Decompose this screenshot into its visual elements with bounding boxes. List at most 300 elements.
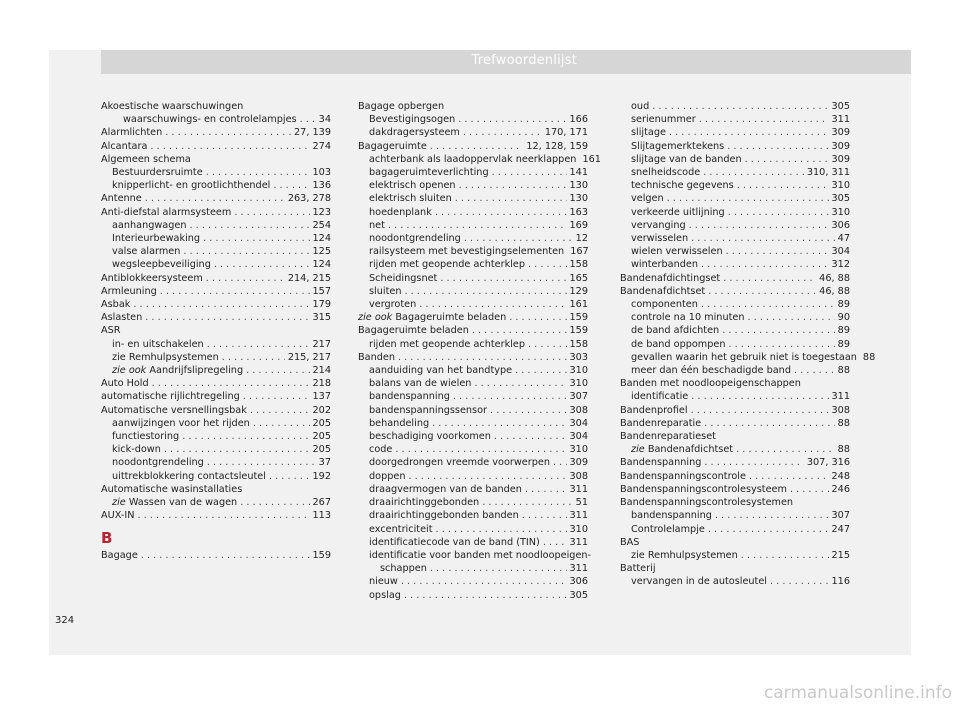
index-entry — [358, 549, 592, 562]
entry-term — [631, 549, 738, 562]
entry-term — [620, 285, 705, 298]
index-entry — [620, 100, 850, 113]
entry-page: 254 — [312, 219, 331, 231]
entry-page: 310, 311 — [806, 167, 850, 179]
index-entry — [358, 285, 588, 298]
index-entry — [620, 153, 850, 166]
entry-text: oud — [631, 101, 650, 112]
entry-page: 12, 128, 159 — [526, 140, 588, 152]
entry-text: draairichtinggebonden banden — [369, 510, 519, 522]
entry-term — [620, 430, 716, 443]
entry-term — [631, 126, 666, 139]
dot-leader — [553, 456, 567, 469]
entry-term — [631, 443, 733, 456]
see-reference: zie ook — [112, 365, 147, 377]
dot-leader — [207, 456, 316, 469]
entry-page: 169 — [569, 219, 588, 231]
dot-leader — [234, 206, 309, 219]
index-entry — [101, 404, 331, 417]
entry-text: technische gegevens — [631, 180, 734, 192]
dot-leader — [726, 245, 829, 258]
dot-leader — [150, 140, 309, 153]
entry-text: waarschuwings- en controlelampjes — [123, 114, 297, 126]
dot-leader — [701, 298, 835, 311]
entry-text: identificatie — [631, 391, 689, 403]
entry-text: sluiten — [369, 285, 402, 297]
entry-page: 310 — [569, 378, 588, 390]
entry-text: draairichtinggebonden — [369, 497, 480, 509]
entry-text: knipperlicht- en grootlichthendel — [112, 180, 271, 192]
index-entry — [358, 206, 588, 219]
entry-term — [112, 417, 250, 430]
entry-text: slijtage — [631, 127, 666, 139]
entry-text: de band afdichten — [631, 325, 720, 337]
entry-term — [369, 272, 437, 285]
index-page — [49, 50, 911, 655]
dot-leader — [509, 311, 566, 324]
entry-text: achterbank als laadoppervlak neerklappen — [369, 153, 577, 165]
index-entry — [358, 417, 588, 430]
dot-leader — [703, 166, 804, 179]
entry-page: 315 — [312, 312, 331, 324]
entry-page: 157 — [312, 285, 331, 297]
entry-term — [620, 483, 787, 496]
entry-term — [112, 470, 266, 483]
entry-term — [101, 298, 130, 311]
dot-leader — [206, 166, 310, 179]
entry-text: noodontgrendeling — [112, 457, 204, 469]
entry-page: 307 — [569, 391, 588, 403]
entry-term — [631, 351, 857, 364]
entry-page: 88 — [837, 365, 850, 377]
entry-page: 89 — [837, 325, 850, 337]
section-letter: B — [101, 528, 113, 547]
entry-text: controle na 10 minuten — [631, 312, 745, 324]
dot-leader — [528, 338, 567, 351]
index-entry — [101, 377, 331, 390]
index-entry — [101, 483, 331, 496]
entry-page: 308 — [569, 470, 588, 482]
dot-leader — [145, 311, 309, 324]
entry-page: 124 — [312, 259, 331, 271]
entry-page: 311 — [831, 391, 850, 403]
entry-text: Bevestigingsogen — [369, 114, 456, 126]
entry-term — [620, 272, 720, 285]
entry-page: 217 — [312, 338, 331, 350]
entry-page: 304 — [831, 246, 850, 258]
entry-text: Slijtagemerktekens — [631, 140, 725, 152]
dot-leader — [749, 470, 829, 483]
index-entry — [358, 351, 588, 364]
entry-term — [369, 258, 525, 271]
entry-term — [101, 272, 203, 285]
entry-text: serienummer — [631, 114, 696, 126]
index-entry — [358, 126, 588, 139]
dot-leader — [770, 575, 828, 588]
dot-leader — [145, 192, 285, 205]
index-entry — [620, 113, 850, 126]
entry-page: 309 — [831, 153, 850, 165]
index-entry — [101, 192, 331, 205]
index-entry — [620, 192, 850, 205]
entry-page: 179 — [312, 299, 331, 311]
entry-text: excentriciteit — [369, 523, 433, 535]
dot-leader — [243, 390, 310, 403]
dot-leader — [699, 113, 829, 126]
entry-text: aanwijzingen voor het rijden — [112, 417, 250, 429]
entry-term — [101, 100, 243, 113]
entry-text: Bagageruimte — [358, 140, 427, 152]
entry-page: 90 — [837, 312, 850, 324]
entry-text: Alarmlichten — [101, 127, 163, 139]
entry-term — [369, 523, 433, 536]
entry-term — [358, 311, 506, 324]
entry-page: 247 — [831, 523, 850, 535]
entry-text: identificatie voor banden met noodloopeigen- — [369, 549, 592, 561]
entry-term — [369, 430, 491, 443]
entry-text: kick-down — [112, 444, 161, 456]
index-entry — [620, 483, 850, 496]
entry-text: Anti-diefstal alarmsysteem — [101, 206, 232, 218]
dot-leader — [482, 496, 572, 509]
entry-page: 129 — [569, 285, 588, 297]
entry-term — [631, 298, 698, 311]
entry-text: behandeling — [369, 417, 430, 429]
entry-term — [631, 100, 649, 113]
dot-leader — [164, 443, 310, 456]
index-entry — [620, 536, 850, 549]
dot-leader — [667, 192, 829, 205]
dot-leader — [723, 272, 816, 285]
entry-page: 307 — [831, 510, 850, 522]
index-entry — [620, 272, 850, 285]
entry-page: 192 — [312, 470, 331, 482]
index-entry — [101, 166, 331, 179]
entry-page: 167 — [570, 246, 589, 258]
dot-leader — [525, 483, 567, 496]
entry-page: 124 — [312, 233, 331, 245]
entry-term — [369, 232, 461, 245]
entry-page: 37 — [318, 457, 331, 469]
entry-term — [369, 166, 489, 179]
entry-page: 137 — [312, 391, 331, 403]
entry-text: wegsleepbeveiliging — [112, 259, 211, 271]
dot-leader — [543, 536, 567, 549]
entry-term — [101, 285, 157, 298]
entry-text: de band oppompen — [631, 338, 726, 350]
entry-text: Algemeen schema — [101, 153, 191, 165]
entry-text: Auto Hold — [101, 378, 149, 390]
entry-term — [369, 179, 456, 192]
entry-text: bandenspanningssensor — [369, 404, 488, 416]
index-entry — [101, 311, 331, 324]
dot-leader — [701, 258, 829, 271]
entry-page: 305 — [569, 589, 588, 601]
index-entry — [358, 232, 588, 245]
dot-leader — [141, 549, 310, 562]
index-entry — [101, 430, 331, 443]
dot-leader — [790, 483, 829, 496]
index-entry — [620, 351, 876, 364]
entry-page: 303 — [569, 351, 588, 363]
dot-leader — [190, 219, 310, 232]
entry-term — [101, 390, 240, 403]
entry-term — [631, 113, 696, 126]
index-entry — [101, 298, 331, 311]
entry-text: Bandenafdichtingset — [620, 272, 721, 284]
index-entry — [101, 113, 331, 126]
dot-leader — [222, 351, 285, 364]
entry-page: 205 — [312, 431, 331, 443]
entry-page: 308 — [569, 404, 588, 416]
dot-leader — [708, 523, 829, 536]
entry-page: 215 — [831, 549, 850, 561]
entry-page: 215, 217 — [287, 351, 331, 363]
entry-text: Bandenafdichtset — [620, 285, 706, 297]
dot-leader — [436, 523, 567, 536]
entry-text: Alcantara — [101, 140, 148, 152]
entry-text: vervanging — [631, 219, 686, 231]
watermark: carmanualsonline.info — [763, 683, 952, 703]
dot-leader — [708, 285, 816, 298]
entry-term — [369, 192, 452, 205]
entry-text: verwisselen — [631, 233, 689, 245]
entry-text: Bandenspanningscontrole — [620, 470, 746, 482]
entry-page: 130 — [569, 193, 588, 205]
dot-leader — [240, 496, 309, 509]
entry-page: 310 — [831, 206, 850, 218]
index-entry — [358, 562, 588, 575]
entry-text: vervangen in de autosleutel — [631, 576, 768, 588]
entry-page: 214 — [312, 365, 331, 377]
index-entry — [101, 206, 331, 219]
entry-text: nieuw — [369, 576, 398, 588]
entry-text: opslag — [369, 589, 401, 601]
entry-term — [369, 496, 479, 509]
entry-term — [369, 153, 576, 166]
entry-text: hoedenplank — [369, 206, 432, 218]
entry-term — [369, 364, 512, 377]
entry-page: 214, 215 — [287, 272, 331, 284]
index-entry — [620, 324, 850, 337]
index-entry — [101, 179, 331, 192]
index-entry — [358, 245, 588, 258]
entry-text: aanduiding van het bandtype — [369, 365, 513, 377]
dot-leader — [652, 100, 828, 113]
index-entry — [358, 100, 588, 113]
index-entry — [101, 443, 331, 456]
index-entry — [358, 219, 588, 232]
entry-text: Bandenspanning — [620, 457, 702, 469]
entry-term — [369, 126, 460, 139]
entry-text: noodontgrendeling — [369, 233, 461, 245]
entry-text: componenten — [631, 299, 698, 311]
index-entry — [620, 298, 850, 311]
entry-text: uittrekblokkering contactsleutel — [112, 470, 266, 482]
entry-text: Controlelampje — [631, 523, 705, 535]
entry-page: 309 — [831, 127, 850, 139]
entry-term — [631, 390, 688, 403]
entry-text: Bandenreparatieset — [620, 431, 716, 443]
dot-leader — [494, 430, 567, 443]
dot-leader — [250, 404, 310, 417]
entry-text: Banden met noodloopeigenschappen — [620, 378, 801, 390]
dot-leader — [440, 272, 566, 285]
entry-text: Bandenprofiel — [620, 404, 688, 416]
dot-leader — [401, 575, 567, 588]
index-entry — [101, 219, 331, 232]
entry-term — [369, 483, 522, 496]
entry-text: bandenspanning — [631, 510, 712, 522]
entry-text: Interieurbewaking — [112, 233, 201, 245]
entry-page: 263, 278 — [287, 193, 331, 205]
entry-term — [631, 311, 745, 324]
entry-text: zie Remhulpsystemen — [631, 549, 738, 561]
index-column-1 — [101, 100, 331, 562]
entry-page: 304 — [569, 431, 588, 443]
entry-page: 309 — [569, 457, 588, 469]
entry-term — [369, 443, 392, 456]
dot-leader — [404, 285, 566, 298]
dot-leader — [203, 232, 309, 245]
entry-term — [369, 285, 401, 298]
entry-term — [112, 179, 270, 192]
dot-leader — [472, 324, 567, 337]
entry-page: 163 — [569, 206, 588, 218]
entry-page: 158 — [569, 259, 588, 271]
index-entry — [620, 404, 850, 417]
entry-text: Asbak — [101, 299, 131, 311]
dot-leader — [474, 377, 566, 390]
entry-term — [369, 417, 429, 430]
entry-term — [620, 456, 701, 469]
entry-page: 311 — [831, 114, 850, 126]
entry-term — [369, 298, 416, 311]
dot-leader — [165, 126, 291, 139]
dot-leader — [207, 338, 310, 351]
entry-text: snelheidscode — [631, 167, 701, 179]
dot-leader — [395, 443, 566, 456]
entry-text: Banden — [358, 351, 395, 363]
index-entry — [358, 390, 588, 403]
entry-text: Bagage — [101, 549, 138, 561]
dot-leader — [435, 206, 567, 219]
dot-leader — [430, 562, 567, 575]
entry-page: 306 — [831, 219, 850, 231]
entry-page: 309 — [831, 140, 850, 152]
entry-page: 311 — [569, 563, 588, 575]
dot-leader — [704, 417, 835, 430]
entry-page: 202 — [312, 404, 331, 416]
entry-text: Antenne — [101, 193, 142, 205]
entry-page: 311 — [569, 483, 588, 495]
index-entry — [620, 126, 850, 139]
entry-term — [112, 245, 180, 258]
index-entry — [358, 179, 588, 192]
entry-text: Armleuning — [101, 285, 157, 297]
entry-page: 12 — [575, 233, 588, 245]
entry-page: 218 — [312, 378, 331, 390]
entry-text: Automatische versnellingsbak — [101, 404, 247, 416]
dot-leader — [736, 443, 835, 456]
dot-leader — [741, 549, 829, 562]
index-entry — [101, 140, 331, 153]
entry-text: Bandenafdichtset — [647, 444, 734, 456]
index-entry — [620, 245, 850, 258]
index-entry — [101, 496, 331, 509]
index-entry — [620, 575, 850, 588]
dot-leader — [214, 258, 310, 271]
entry-text: identificatiecode van de band (TIN) — [369, 536, 540, 548]
index-entry — [620, 456, 850, 469]
entry-text: wielen verwisselen — [631, 246, 723, 258]
entry-text: Bandenspanningscontrolesysteem — [620, 483, 787, 495]
entry-term — [631, 245, 723, 258]
index-entry — [101, 153, 331, 166]
dot-leader — [458, 113, 566, 126]
index-entry — [101, 232, 331, 245]
entry-text: Aandrijfslipregeling — [149, 365, 244, 377]
entry-text: vergroten — [369, 299, 417, 311]
entry-term — [101, 126, 162, 139]
entry-term — [369, 470, 405, 483]
entry-term — [631, 219, 686, 232]
entry-term — [369, 113, 455, 126]
entry-page: 267 — [312, 497, 331, 509]
entry-term — [620, 417, 701, 430]
index-entry — [620, 258, 850, 271]
entry-term — [112, 496, 237, 509]
index-entry — [358, 456, 588, 469]
entry-page: 136 — [312, 180, 331, 192]
index-entry — [358, 113, 588, 126]
entry-text: Bandenspanningscontrolesystemen — [620, 497, 794, 509]
entry-term — [631, 206, 725, 219]
entry-term — [358, 351, 395, 364]
index-entry — [620, 523, 850, 536]
entry-page: 116 — [831, 576, 850, 588]
entry-text: Bestuurdersruimte — [112, 167, 203, 179]
entry-term — [369, 219, 385, 232]
entry-term — [369, 206, 432, 219]
dot-leader — [398, 351, 567, 364]
see-reference: zie ook — [358, 312, 393, 324]
entry-text: slijtage van de banden — [631, 153, 742, 165]
entry-page: 205 — [312, 417, 331, 429]
index-entry — [620, 338, 850, 351]
entry-term — [631, 258, 698, 271]
dot-leader — [528, 258, 567, 271]
entry-term — [112, 232, 200, 245]
entry-term — [112, 364, 243, 377]
index-entry — [101, 100, 331, 113]
entry-term — [123, 113, 297, 126]
entry-term — [631, 324, 719, 337]
page-header — [101, 50, 911, 74]
entry-text: in- en uitschakelen — [112, 338, 204, 350]
entry-term — [631, 232, 688, 245]
entry-text: ASR — [101, 325, 121, 337]
entry-page: 161 — [569, 299, 588, 311]
entry-term — [101, 404, 247, 417]
entry-term — [631, 192, 664, 205]
entry-term — [631, 338, 725, 351]
dot-leader — [430, 140, 524, 153]
entry-page: 51 — [575, 497, 588, 509]
entry-text: functiestoring — [112, 431, 180, 443]
dot-leader — [492, 166, 567, 179]
index-entry — [620, 285, 850, 298]
